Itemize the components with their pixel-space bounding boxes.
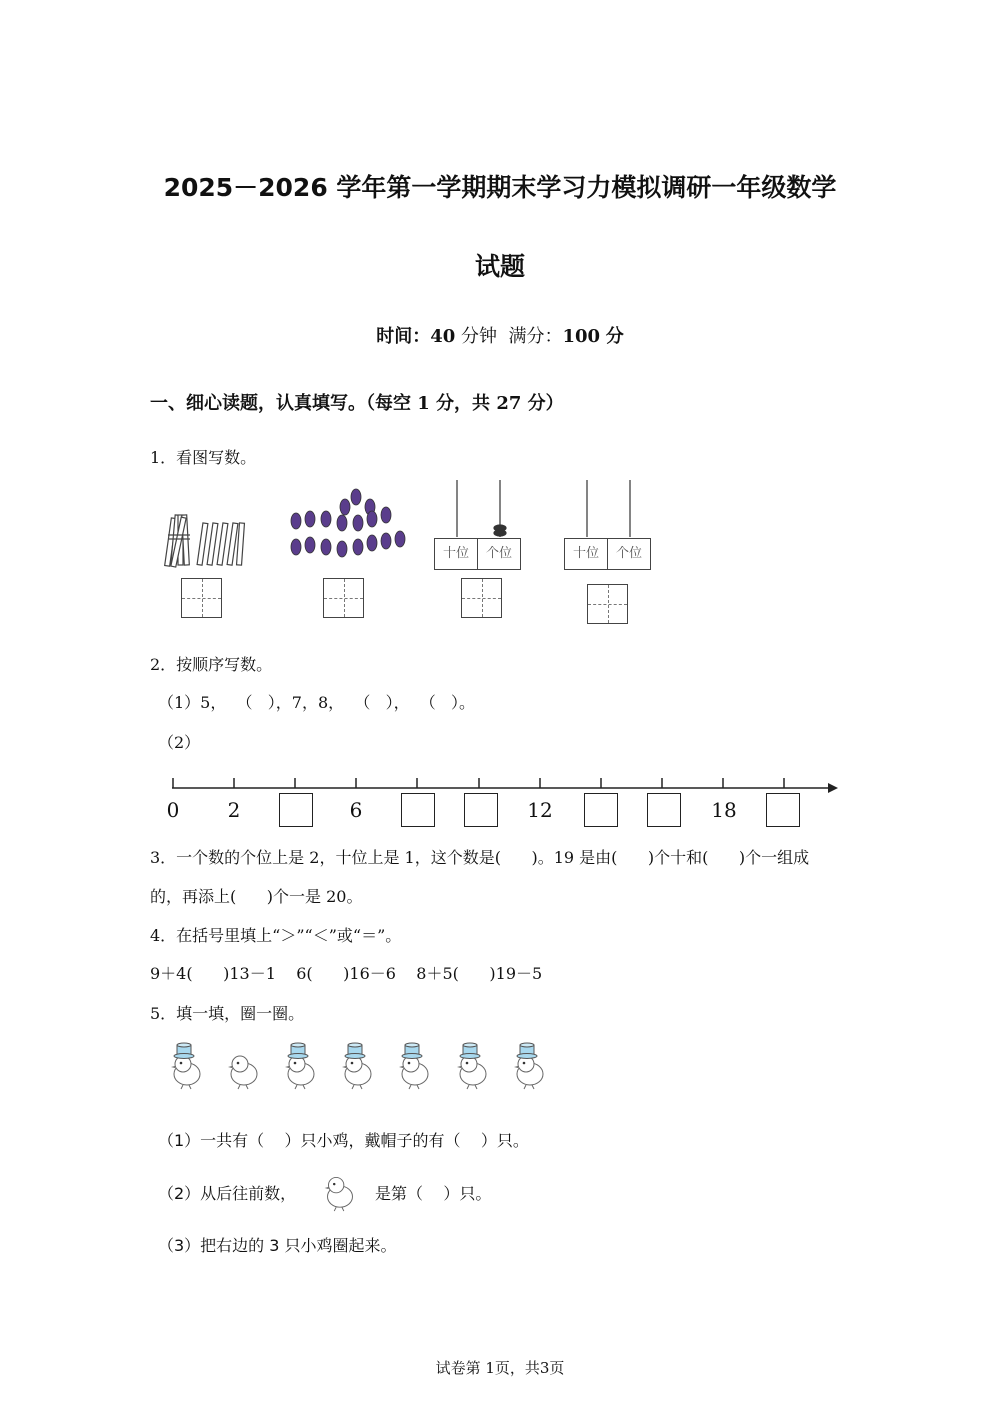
question-2-sub1: （1）5， （ ），7，8， （ ）， （ ）。 <box>158 693 476 712</box>
number-line-answer-box[interactable] <box>464 793 498 827</box>
tens-place-label: 十位 <box>434 538 478 570</box>
question-4: 4．在括号里填上“＞”“＜”或“＝”。 <box>150 926 402 945</box>
number-line-answer-box[interactable] <box>279 793 313 827</box>
number-line-label: 12 <box>527 798 553 822</box>
time-label: 时间： <box>376 326 431 347</box>
question-2: 2．按顺序写数。 <box>150 655 273 674</box>
score-value: 100 <box>562 326 601 347</box>
score-unit: 分 <box>605 326 624 347</box>
ones-place-label: 个位 <box>477 538 521 570</box>
question-5-sub2b: 是第（ ）只。 <box>375 1184 492 1203</box>
question-5-sub2a: （2）从后往前数， <box>158 1184 297 1203</box>
chick-row <box>165 1040 560 1092</box>
single-sticks-icon <box>197 523 244 565</box>
question-3-line2: 的，再添上( )个一是 20。 <box>150 887 363 906</box>
number-line-answer-box[interactable] <box>401 793 435 827</box>
chick-with-hat-icon <box>285 1043 314 1089</box>
question-1: 1．看图写数。 <box>150 448 257 467</box>
tens-place-label: 十位 <box>564 538 608 570</box>
page-title-line2: 试题 <box>474 252 525 281</box>
ones-place-label: 个位 <box>607 538 651 570</box>
chick-with-hat-icon <box>399 1043 428 1089</box>
stick-bundle-icon <box>165 515 190 567</box>
number-line <box>160 770 850 800</box>
chick-with-hat-icon <box>457 1043 486 1089</box>
number-line-answer-box[interactable] <box>766 793 800 827</box>
number-line-answer-box[interactable] <box>584 793 618 827</box>
question-4-exprs: 9＋4( )13－1 6( )16－6 8＋5( )19－5 <box>150 964 543 983</box>
section-heading: 一、细心读题，认真填写。（每空 1 分，共 27 分） <box>150 393 564 414</box>
question-2-sub2: （2） <box>158 733 201 752</box>
answer-grid[interactable] <box>323 578 364 618</box>
page-title: 2025－2026 学年第一学期期末学习力模拟调研一年级数学 <box>163 173 837 202</box>
number-line-label: 6 <box>349 798 363 822</box>
chick-with-hat-icon <box>171 1043 200 1089</box>
score-label: 满分： <box>508 326 563 347</box>
abacus-2 <box>587 480 630 537</box>
chick-icon <box>228 1056 257 1089</box>
number-line-answer-box[interactable] <box>647 793 681 827</box>
question-5-sub1: （1）一共有（ ）只小鸡，戴帽子的有（ ）只。 <box>158 1131 529 1150</box>
page-footer: 试卷第 1页，共3页 <box>435 1359 565 1377</box>
time-value: 40 <box>430 326 456 347</box>
chick-icon <box>318 1164 362 1212</box>
answer-grid[interactable] <box>461 578 502 618</box>
eggplant-icons <box>291 489 405 557</box>
number-line-label: 2 <box>227 798 241 822</box>
question-3-line1: 3．一个数的个位上是 2，十位上是 1，这个数是( )。19 是由( )个十和( )个一组成 <box>150 848 810 867</box>
time-unit: 分钟 <box>461 326 498 347</box>
answer-grid[interactable] <box>181 578 222 618</box>
chick-with-hat-icon <box>342 1043 371 1089</box>
abacus-1 <box>457 480 506 537</box>
question-5: 5．填一填，圈一圈。 <box>150 1004 305 1023</box>
question-5-sub3: （3）把右边的 3 只小鸡圈起来。 <box>158 1236 397 1255</box>
exam-meta <box>0 322 1000 348</box>
answer-grid[interactable] <box>587 584 628 624</box>
number-line-label: 0 <box>166 798 180 822</box>
chick-with-hat-icon <box>514 1043 543 1089</box>
number-line-label: 18 <box>711 798 737 822</box>
